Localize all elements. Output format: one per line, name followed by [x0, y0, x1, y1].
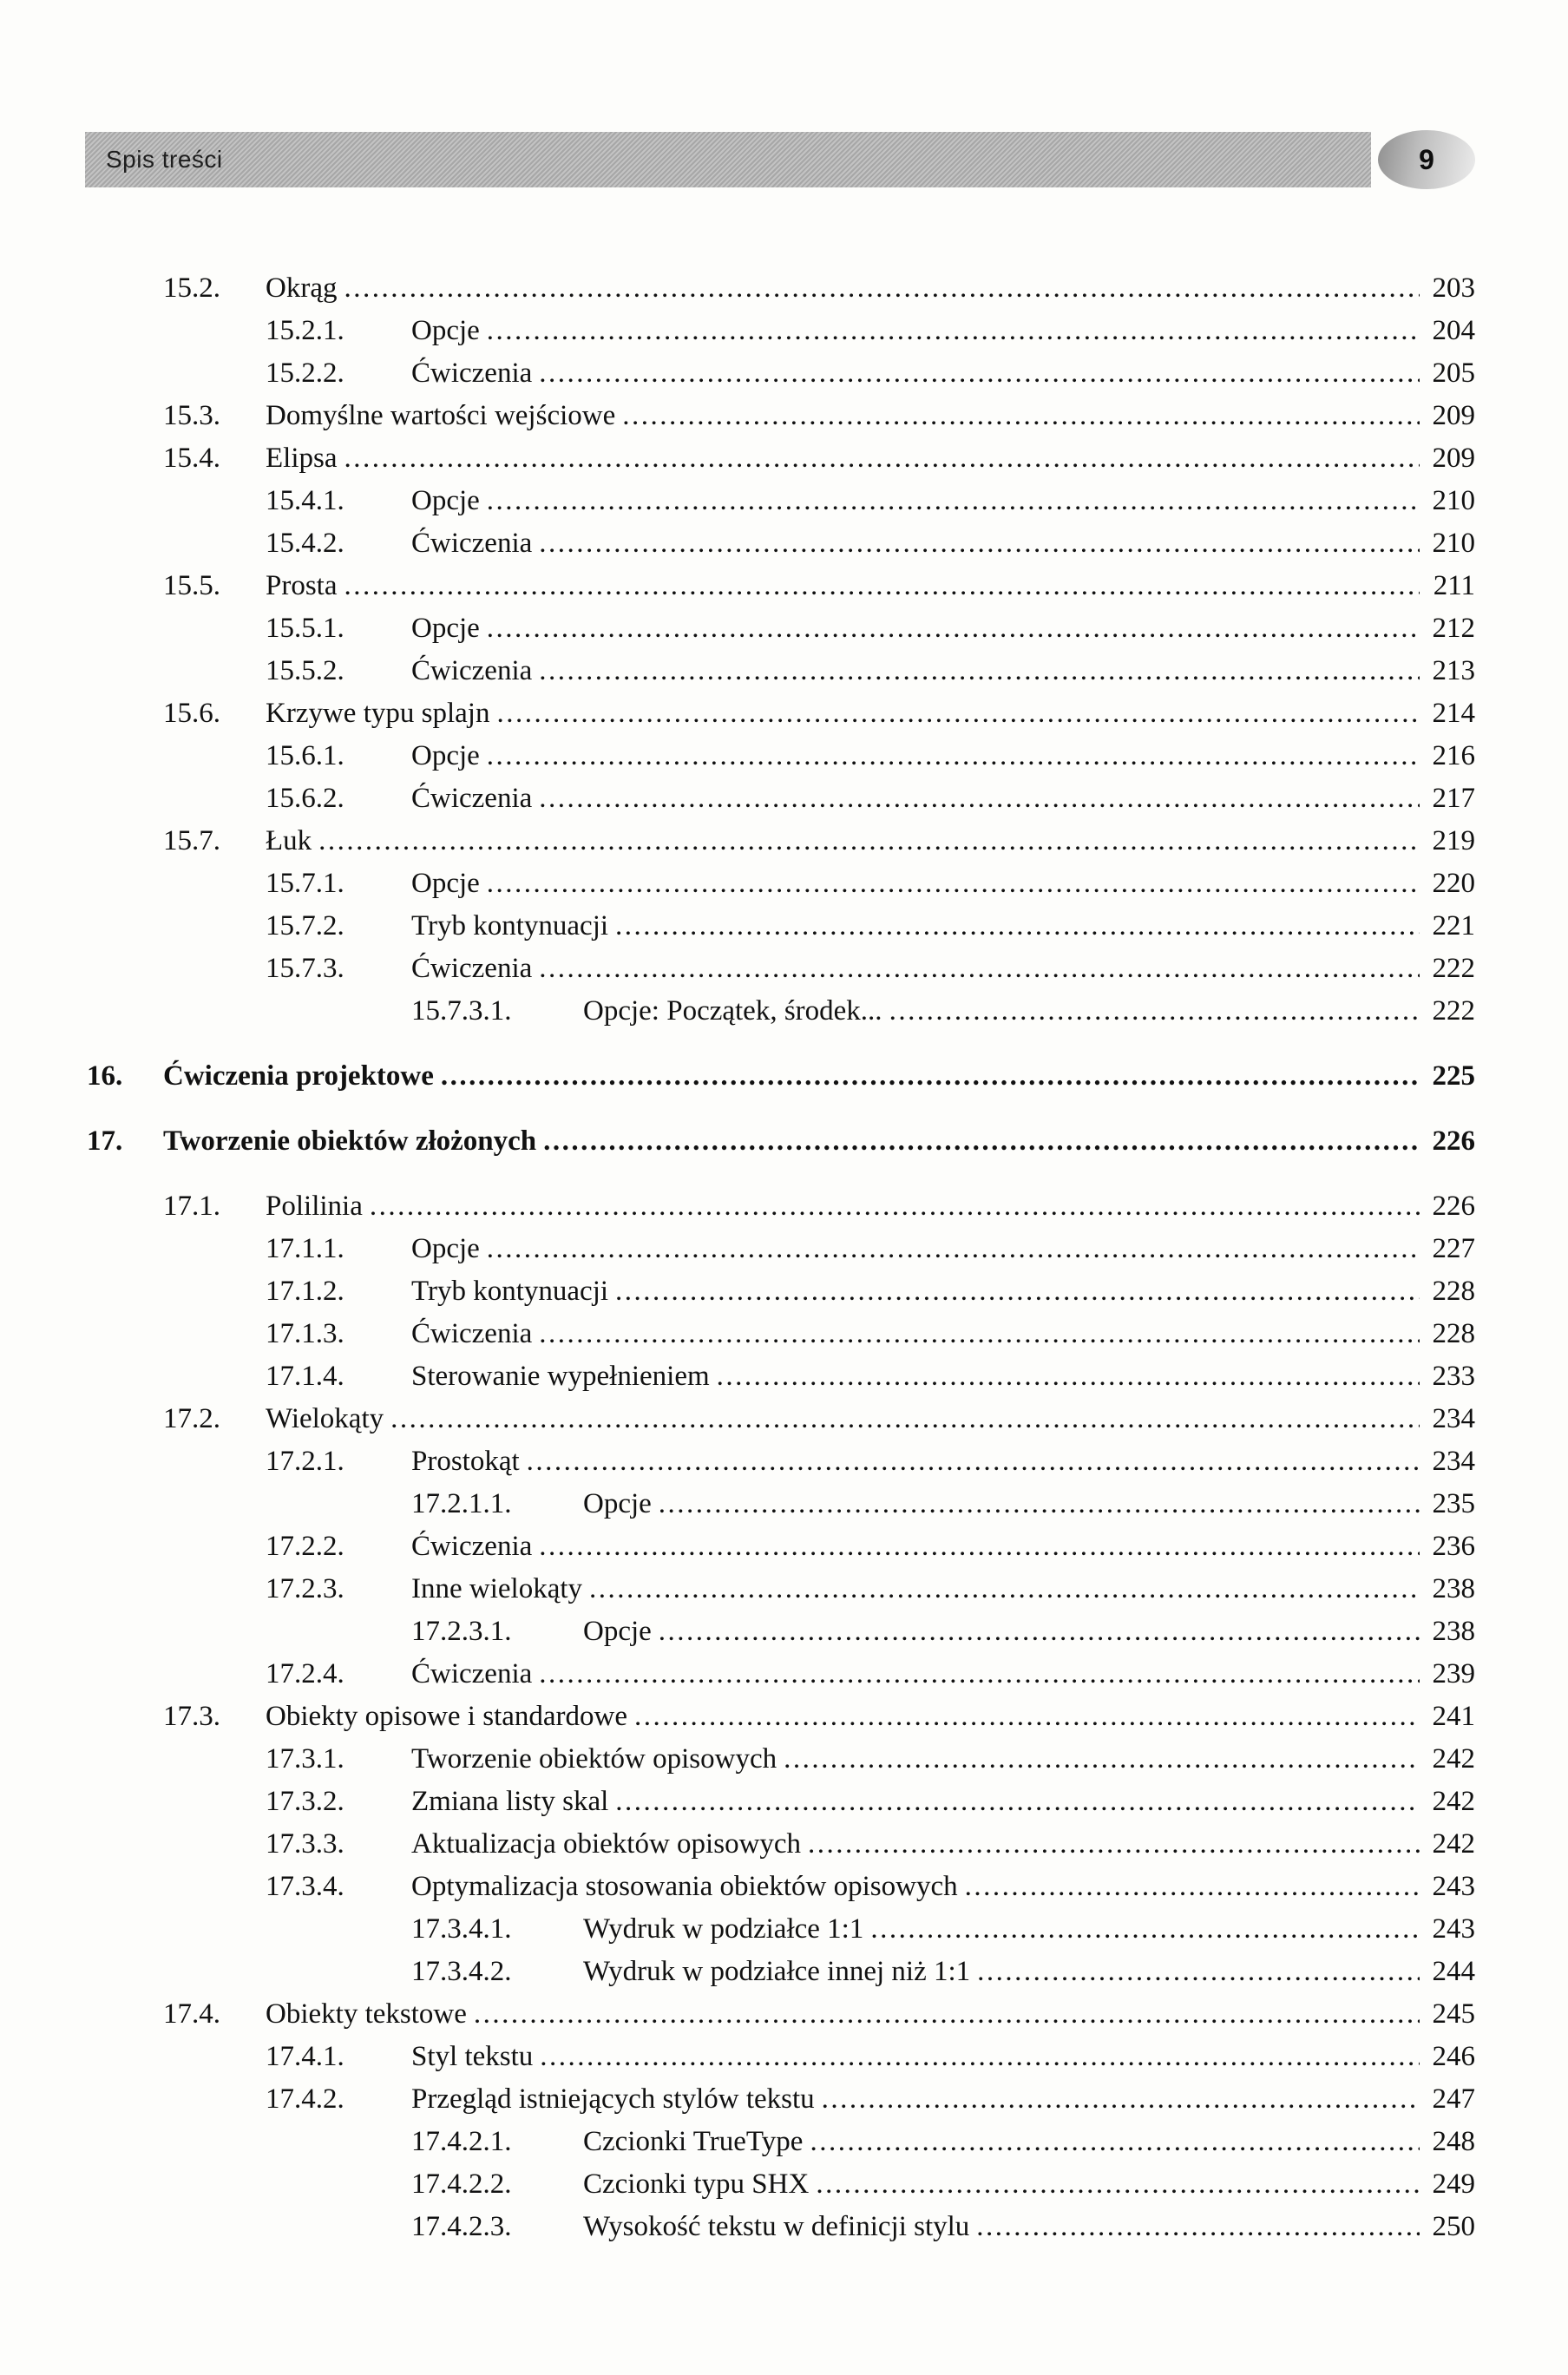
dot-leader — [822, 2078, 1420, 2121]
toc-entry-page: 222 — [1432, 953, 1475, 984]
toc-entry — [0, 1355, 1568, 1398]
dot-leader — [615, 1270, 1420, 1313]
toc-entry — [0, 1568, 1568, 1611]
dot-leader — [370, 1185, 1420, 1228]
dot-leader — [976, 2206, 1420, 2248]
toc-entry-page: 222 — [1432, 995, 1475, 1027]
toc-entry-page: 220 — [1432, 868, 1475, 899]
toc-entry-page: 219 — [1432, 825, 1475, 856]
toc-entry — [0, 1823, 1568, 1866]
dot-leader — [659, 1611, 1420, 1653]
toc-entry-number: 17.1.3. — [266, 1318, 344, 1349]
dot-leader — [539, 1313, 1420, 1355]
dot-leader — [527, 1440, 1420, 1483]
toc-entry-title: Opcje — [411, 740, 480, 771]
toc-entry — [0, 1951, 1568, 1993]
dot-leader — [487, 735, 1420, 777]
toc-entry-number: 17.3.4.1. — [411, 1913, 512, 1945]
toc-entry-title: Ćwiczenia — [411, 783, 533, 814]
dot-leader — [487, 1228, 1420, 1270]
dot-leader — [539, 522, 1420, 565]
dot-leader — [634, 1696, 1420, 1738]
toc-entry-title: Tryb kontynuacji — [411, 1276, 609, 1307]
dot-leader — [539, 1525, 1420, 1568]
toc-entry-page: 213 — [1432, 655, 1475, 686]
toc-entry-title: Optymalizacja stosowania obiektów opisowych — [411, 1871, 958, 1902]
toc-entry-title: Inne wielokąty — [411, 1573, 583, 1604]
dot-leader — [977, 1951, 1420, 1993]
toc-entry — [0, 863, 1568, 905]
toc-entry-page: 238 — [1432, 1573, 1475, 1604]
dot-leader — [539, 650, 1420, 692]
dot-leader — [615, 1781, 1420, 1823]
toc-entry-number: 15.6.2. — [266, 783, 344, 814]
dot-leader — [540, 2036, 1420, 2078]
toc-entry-number: 15.7.2. — [266, 910, 344, 941]
toc-entry-title: Styl tekstu — [411, 2041, 534, 2072]
toc-entry — [0, 1483, 1568, 1525]
toc-entry-number: 15.2. — [163, 272, 220, 304]
toc-entry-number: 17.3.2. — [266, 1786, 344, 1817]
toc-entry-page: 217 — [1432, 783, 1475, 814]
dot-leader — [539, 948, 1420, 990]
toc-entry-number: 15.4.2. — [266, 528, 344, 559]
toc-entry-page: 242 — [1432, 1828, 1475, 1860]
toc-entry-page: 238 — [1432, 1616, 1475, 1647]
toc-entry-page: 209 — [1432, 443, 1475, 474]
toc-entry-title: Okrąg — [266, 272, 338, 304]
toc-entry-title: Wielokąty — [266, 1403, 384, 1434]
toc-entry-number: 17.2.3. — [266, 1573, 344, 1604]
toc-entry — [0, 1398, 1568, 1440]
toc-entry — [0, 1908, 1568, 1951]
toc-entry-number: 15.7.3.1. — [411, 995, 512, 1027]
toc-entry-title: Polilinia — [266, 1191, 363, 1222]
toc-entry-number: 17.1. — [163, 1191, 220, 1222]
toc-entry-page: 211 — [1433, 570, 1475, 601]
toc-entry-page: 226 — [1432, 1191, 1475, 1222]
toc-entry — [0, 2121, 1568, 2163]
toc-entry-number: 15.2.1. — [266, 315, 344, 346]
dot-leader — [622, 395, 1420, 437]
dot-leader — [539, 777, 1420, 820]
toc-entry-page: 227 — [1432, 1233, 1475, 1264]
toc-entry-page: 234 — [1432, 1446, 1475, 1477]
toc-entry-number: 17.2.1.1. — [411, 1488, 512, 1519]
toc-entry-number: 17.4.2.3. — [411, 2211, 512, 2242]
toc-entry-title: Opcje — [411, 1233, 480, 1264]
toc-entry-page: 249 — [1432, 2168, 1475, 2200]
toc-entry-title: Ćwiczenia — [411, 358, 533, 389]
toc-entry — [0, 1270, 1568, 1313]
toc-entry — [0, 1696, 1568, 1738]
toc-entry-page: 246 — [1432, 2041, 1475, 2072]
dot-leader — [810, 2121, 1420, 2163]
toc-entry-page: 216 — [1432, 740, 1475, 771]
toc-entry-title: Tworzenie obiektów opisowych — [411, 1743, 777, 1775]
toc-entry-title: Opcje: Początek, środek... — [583, 995, 882, 1027]
toc-entry-number: 17.4.2. — [266, 2083, 344, 2115]
toc-entry-page: 250 — [1432, 2211, 1475, 2242]
dot-leader — [965, 1866, 1420, 1908]
toc-entry-number: 15.4.1. — [266, 485, 344, 516]
toc-entry-number: 17.2.3.1. — [411, 1616, 512, 1647]
toc-entry-title: Obiekty tekstowe — [266, 1998, 467, 2030]
toc-entry — [0, 2036, 1568, 2078]
toc-entry-title: Ćwiczenia — [411, 953, 533, 984]
toc-entry-number: 15.5.1. — [266, 613, 344, 644]
toc-entry-title: Ćwiczenia — [411, 1658, 533, 1689]
toc-entry-title: Wydruk w podziałce 1:1 — [583, 1913, 864, 1945]
toc-entry-number: 15.6.1. — [266, 740, 344, 771]
toc-entry-title: Łuk — [266, 825, 312, 856]
toc-entry-number: 15.4. — [163, 443, 220, 474]
toc-entry-page: 228 — [1432, 1318, 1475, 1349]
toc-entry-page: 205 — [1432, 358, 1475, 389]
toc-entry-title: Ćwiczenia — [411, 1318, 533, 1349]
dot-leader — [808, 1823, 1420, 1866]
toc-entry — [0, 395, 1568, 437]
toc-entry — [0, 1738, 1568, 1781]
toc-entry-title: Wydruk w podziałce innej niż 1:1 — [583, 1956, 971, 1987]
dot-leader — [487, 480, 1420, 522]
toc-entry — [0, 948, 1568, 990]
toc-entry — [0, 480, 1568, 522]
toc-entry-number: 17.1.2. — [266, 1276, 344, 1307]
toc-entry-title: Opcje — [411, 485, 480, 516]
toc-entry-number: 17. — [87, 1125, 123, 1157]
toc-entry — [0, 905, 1568, 948]
toc-entry-page: 242 — [1432, 1786, 1475, 1817]
toc-entry — [0, 352, 1568, 395]
dot-leader — [816, 2163, 1420, 2206]
toc-entry-page: 239 — [1432, 1658, 1475, 1689]
toc-entry-title: Obiekty opisowe i standardowe — [266, 1701, 627, 1732]
toc-entry — [0, 310, 1568, 352]
toc-entry-number: 17.3.1. — [266, 1743, 344, 1775]
toc-entry-number: 15.5. — [163, 570, 220, 601]
toc-entry-title: Domyślne wartości wejściowe — [266, 400, 616, 431]
toc-entry-page: 221 — [1432, 910, 1475, 941]
toc-entry-page: 245 — [1432, 1998, 1475, 2030]
toc-entry-page: 243 — [1432, 1871, 1475, 1902]
toc-entry-title: Ćwiczenia — [411, 528, 533, 559]
toc-entry — [0, 522, 1568, 565]
dot-leader — [870, 1908, 1420, 1951]
toc-entry-title: Ćwiczenia — [411, 655, 533, 686]
toc-entry-number: 17.2.2. — [266, 1531, 344, 1562]
dot-leader — [344, 267, 1420, 310]
toc-entry-page: 242 — [1432, 1743, 1475, 1775]
dot-leader — [543, 1120, 1420, 1163]
toc-entry — [0, 1866, 1568, 1908]
toc-entry — [0, 1120, 1568, 1163]
toc-entry-title: Wysokość tekstu w definicji stylu — [583, 2211, 970, 2242]
toc-entry-page: 235 — [1432, 1488, 1475, 1519]
toc-entry-number: 17.4. — [163, 1998, 220, 2030]
toc-entry — [0, 1440, 1568, 1483]
toc-entry-page: 248 — [1432, 2126, 1475, 2157]
toc-entry-number: 15.7.3. — [266, 953, 344, 984]
toc-entry-number: 15.5.2. — [266, 655, 344, 686]
toc-entry-page: 204 — [1432, 315, 1475, 346]
toc-entry — [0, 692, 1568, 735]
dot-leader — [539, 1653, 1420, 1696]
dot-leader — [615, 905, 1420, 948]
toc-entry — [0, 607, 1568, 650]
toc-entry-page: 203 — [1432, 272, 1475, 304]
toc-entry — [0, 267, 1568, 310]
toc-entry-page: 236 — [1432, 1531, 1475, 1562]
toc-entry-number: 15.3. — [163, 400, 220, 431]
toc-entry-title: Opcje — [411, 613, 480, 644]
toc-entry-page: 225 — [1432, 1060, 1475, 1092]
toc-entry — [0, 990, 1568, 1033]
dot-leader — [474, 1993, 1420, 2036]
toc-entry-number: 16. — [87, 1060, 123, 1092]
toc-entry — [0, 2206, 1568, 2248]
toc-entry — [0, 1525, 1568, 1568]
toc-entry — [0, 777, 1568, 820]
toc-entry-page: 233 — [1432, 1361, 1475, 1392]
toc-entry-page: 234 — [1432, 1403, 1475, 1434]
toc-entry-number: 17.4.2.1. — [411, 2126, 512, 2157]
toc-entry-title: Opcje — [583, 1616, 652, 1647]
toc-entry-page: 226 — [1432, 1125, 1475, 1157]
toc-entry-page: 247 — [1432, 2083, 1475, 2115]
toc-entry-number: 17.4.2.2. — [411, 2168, 512, 2200]
toc-entry-page: 244 — [1432, 1956, 1475, 1987]
toc-entry-title: Prosta — [266, 570, 338, 601]
dot-leader — [487, 607, 1420, 650]
toc-entry-number: 15.2.2. — [266, 358, 344, 389]
toc-entry — [0, 1611, 1568, 1653]
dot-leader — [344, 437, 1420, 480]
toc-entry-title: Aktualizacja obiektów opisowych — [411, 1828, 802, 1860]
toc-entry-number: 17.3. — [163, 1701, 220, 1732]
toc-entry — [0, 2078, 1568, 2121]
toc-list — [0, 267, 1568, 2248]
toc-entry — [0, 820, 1568, 863]
toc-entry-title: Czcionki typu SHX — [583, 2168, 810, 2200]
toc-entry — [0, 650, 1568, 692]
toc-entry — [0, 735, 1568, 777]
dot-leader — [487, 310, 1420, 352]
toc-entry-number: 15.6. — [163, 698, 220, 729]
toc-entry-number: 17.3.3. — [266, 1828, 344, 1860]
toc-entry — [0, 565, 1568, 607]
dot-leader — [589, 1568, 1420, 1611]
toc-entry — [0, 2163, 1568, 2206]
toc-entry-title: Przegląd istniejących stylów tekstu — [411, 2083, 815, 2115]
dot-leader — [659, 1483, 1420, 1525]
toc-entry-number: 17.1.1. — [266, 1233, 344, 1264]
dot-leader — [889, 990, 1420, 1033]
toc-entry-page: 243 — [1432, 1913, 1475, 1945]
toc-entry-title: Zmiana listy skal — [411, 1786, 609, 1817]
toc-entry-number: 17.3.4. — [266, 1871, 344, 1902]
toc-entry — [0, 1313, 1568, 1355]
toc-entry-title: Opcje — [411, 868, 480, 899]
toc-entry-number: 17.3.4.2. — [411, 1956, 512, 1987]
toc-entry-number: 15.7. — [163, 825, 220, 856]
toc-entry-number: 17.2. — [163, 1403, 220, 1434]
toc-entry — [0, 1653, 1568, 1696]
toc-entry-number: 17.4.1. — [266, 2041, 344, 2072]
toc-entry-title: Ćwiczenia projektowe — [163, 1060, 434, 1092]
dot-leader — [344, 565, 1420, 607]
toc-entry-number: 15.7.1. — [266, 868, 344, 899]
toc-entry-page: 214 — [1432, 698, 1475, 729]
toc-entry-page: 228 — [1432, 1276, 1475, 1307]
toc-entry — [0, 1993, 1568, 2036]
page-number-badge — [1378, 130, 1475, 189]
toc-entry — [0, 437, 1568, 480]
toc-entry-title: Sterowanie wypełnieniem — [411, 1361, 710, 1392]
header-title: Spis treści — [106, 146, 223, 173]
toc-entry — [0, 1055, 1568, 1098]
toc-entry-title: Elipsa — [266, 443, 338, 474]
toc-entry-number: 17.2.1. — [266, 1446, 344, 1477]
toc-entry-page: 210 — [1432, 485, 1475, 516]
dot-leader — [539, 352, 1420, 395]
toc-entry-title: Czcionki TrueType — [583, 2126, 804, 2157]
dot-leader — [784, 1738, 1420, 1781]
toc-entry-page: 209 — [1432, 400, 1475, 431]
toc-entry-title: Opcje — [583, 1488, 652, 1519]
dot-leader — [717, 1355, 1420, 1398]
toc-entry — [0, 1228, 1568, 1270]
toc-entry-page: 212 — [1432, 613, 1475, 644]
page-number: 9 — [1419, 143, 1434, 175]
toc-entry-title: Ćwiczenia — [411, 1531, 533, 1562]
dot-leader — [487, 863, 1420, 905]
toc-entry-page: 241 — [1432, 1701, 1475, 1732]
toc-entry-page: 210 — [1432, 528, 1475, 559]
dot-leader — [441, 1055, 1420, 1098]
toc-entry-number: 17.2.4. — [266, 1658, 344, 1689]
toc-entry-title: Prostokąt — [411, 1446, 520, 1477]
toc-entry-number: 17.1.4. — [266, 1361, 344, 1392]
toc-entry — [0, 1781, 1568, 1823]
toc-entry-title: Opcje — [411, 315, 480, 346]
dot-leader — [496, 692, 1420, 735]
toc-entry-title: Tworzenie obiektów złożonych — [163, 1125, 537, 1157]
dot-leader — [318, 820, 1420, 863]
dot-leader — [390, 1398, 1420, 1440]
toc-entry — [0, 1185, 1568, 1228]
toc-entry-title: Tryb kontynuacji — [411, 910, 609, 941]
toc-entry-title: Krzywe typu splajn — [266, 698, 490, 729]
page-header — [85, 132, 1371, 187]
